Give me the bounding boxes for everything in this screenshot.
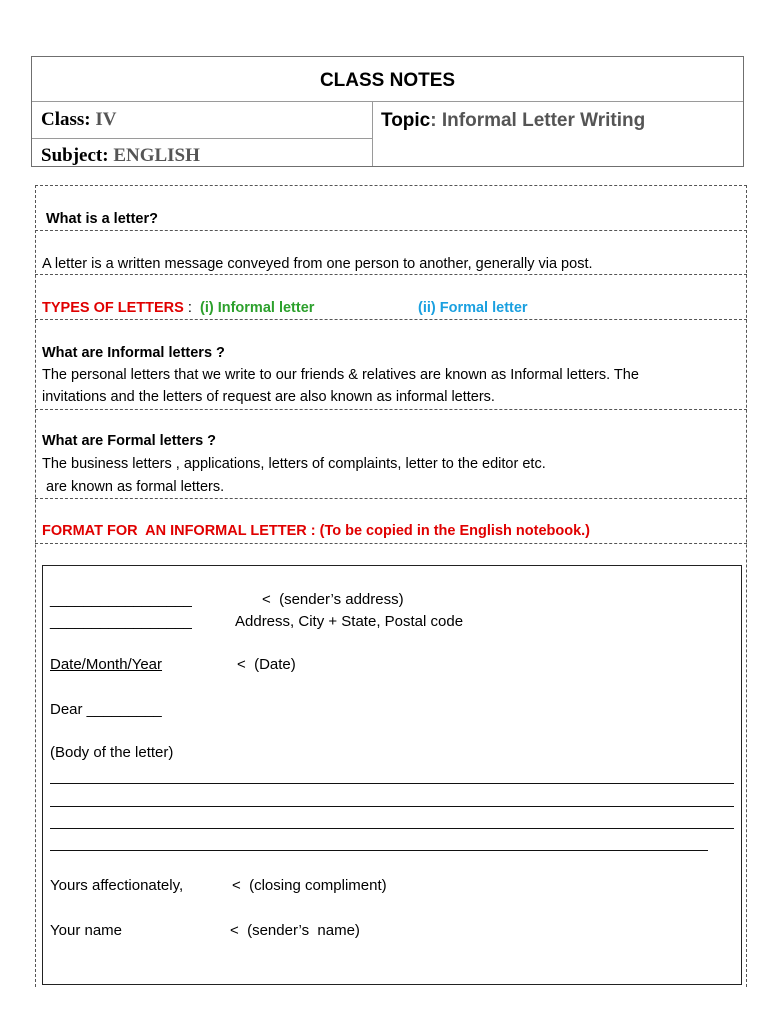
subject-cell (41, 145, 200, 167)
address-hint: < (sender’s address) (262, 591, 404, 608)
body-line (50, 783, 734, 784)
divider (35, 498, 747, 499)
address-blank-1: _________________ (50, 591, 192, 608)
answer-what-is-letter: A letter is a written message conveyed from one person to another, generally via post. (42, 256, 593, 272)
topic-label: Topic (381, 110, 431, 131)
address-format-hint: Address, City + State, Postal code (235, 613, 464, 630)
body-label: (Body of the letter) (50, 744, 174, 761)
header-table (31, 56, 744, 167)
question-formal: What are Formal letters ? (42, 433, 217, 449)
divider (35, 543, 747, 544)
types-colon: : (187, 300, 192, 316)
answer-informal-line2: invitations and the letters of request are also known as informal letters. (42, 389, 495, 405)
subject-label: Subject: (41, 145, 109, 166)
types-label: TYPES OF LETTERS (42, 300, 184, 316)
answer-informal-line1: The personal letters that we write to our friends & relatives are known as Informal letters. The (42, 367, 639, 383)
subject-value: ENGLISH (113, 145, 200, 166)
page-title: CLASS NOTES (319, 70, 456, 91)
class-label: Class: (41, 109, 91, 130)
type-formal: (ii) Formal letter (418, 300, 528, 316)
closing-hint: < (closing compliment) (232, 877, 387, 894)
divider (35, 409, 747, 410)
closing-compliment: Yours affectionately, (50, 877, 184, 894)
answer-formal-line2: are known as formal letters. (42, 479, 225, 495)
divider (35, 319, 747, 320)
class-value: IV (95, 109, 117, 130)
body-line (50, 806, 734, 807)
answer-formal-line1: The business letters , applications, letters of complaints, letter to the editor etc. (42, 456, 546, 472)
body-line (50, 828, 734, 829)
question-what-is-letter: What is a letter? (46, 211, 158, 227)
format-heading: FORMAT FOR AN INFORMAL LETTER : (To be copied in the English notebook.) (42, 523, 591, 539)
address-blank-2: _________________ (50, 613, 192, 630)
types-of-letters (42, 297, 192, 319)
type-informal: (i) Informal letter (200, 300, 315, 316)
divider (35, 230, 747, 231)
date-hint: < (Date) (237, 656, 296, 673)
salutation: Dear _________ (50, 701, 162, 718)
body-line (50, 850, 708, 851)
question-informal: What are Informal letters ? (42, 345, 225, 361)
topic-cell (381, 110, 645, 132)
sender-name: Your name (50, 922, 122, 939)
date-label: Date/Month/Year (50, 656, 163, 673)
class-cell (41, 109, 117, 131)
sender-name-hint: < (sender’s name) (230, 922, 360, 939)
topic-value: : Informal Letter Writing (430, 110, 646, 131)
header-column-divider (372, 101, 373, 166)
